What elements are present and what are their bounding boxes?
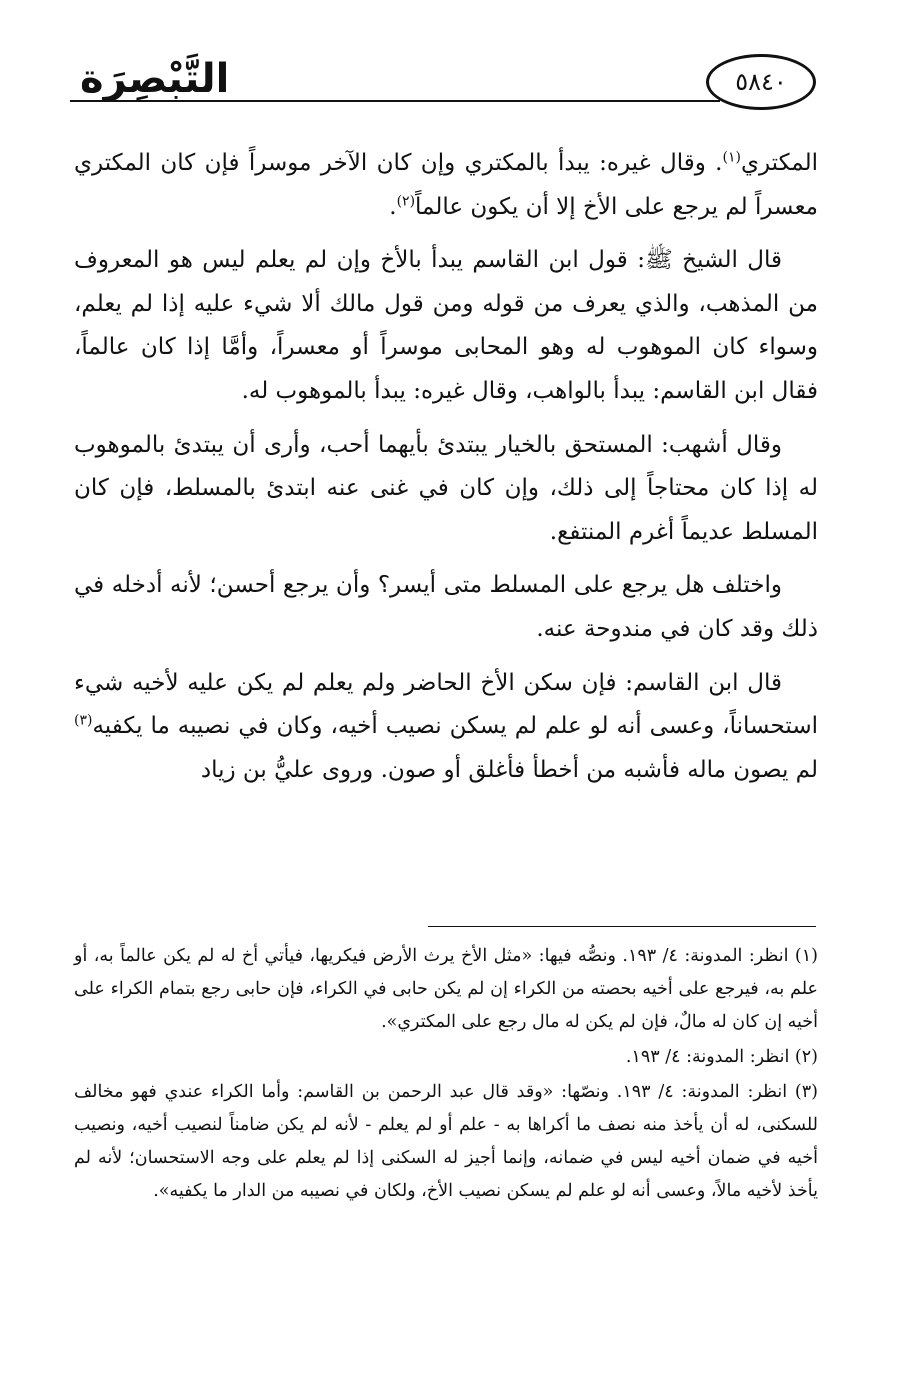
paragraph-3: وقال أشهب: المستحق بالخيار يبتدئ بأيهما أحب، وأرى أن يبتدئ بالموهوب له إذا كان محتاجاً إلى ذلك، وإن كان في غنى عنه ابتدئ بالمسلط، فإن كان المسلط عديماً أغرم المنتفع.: [74, 431, 818, 545]
page-number-badge: [706, 54, 816, 110]
header-rule: [70, 100, 720, 102]
footnote-1: (١) انظر: المدونة: ٤/ ١٩٣. ونصُّه فيها: «مثل الأخ يرث الأرض فيكريها، فيأتي أخ له لم يكن عالماً به، أو علم به، فيرجع على أخيه بحصته من الكراء إن لم يكن حابى في الكراء، فإن حابى رجع بتمام الكراء على أخيه إن كان له مالٌ، فإن لم يكن له مال رجع على المكتري».: [74, 946, 818, 1032]
paragraph-1: المكتري$^{(١)}$. وقال غيره: يبدأ بالمكتري وإن كان الآخر موسراً فإن كان المكتري معسراً لم يرجع على الأخ إلا أن يكون عالماً$^{(٢)}$.: [74, 149, 818, 220]
main-text: [74, 142, 818, 802]
paragraph-2: قال الشيخ ﷺ: قول ابن القاسم يبدأ بالأخ وإن لم يعلم ليس هو المعروف من المذهب، والذي يعرف من قوله ومن قول مالك ألا شيء عليه إذا لم يعلم، وسواء كان الموهوب له وهو المحابى موسراً أو معسراً، وأمَّا إذا كان عالماً، فقال ابن القاسم: يبدأ بالواهب، وقال غيره: يبدأ بالموهوب له.: [74, 247, 818, 404]
page-number: ٥٨٤٠: [735, 68, 787, 96]
footnote-ref-2: (٢): [396, 192, 416, 209]
footnote-3: (٣) انظر: المدونة: ٤/ ١٩٣. ونصّها: «وقد قال عبد الرحمن بن القاسم: وأما الكراء عندي فهو مخالف للسكنى، له أن يأخذ منه نصف ما أكراها به - علم أو لم يعلم - لأنه لم يكن ضامناً لنصيب أخيه، ونصيب أخيه في ضمان أخيه ليس في ضمانه، وإنما أجيز له السكنى إذا لم يعلم على وجه الاستحسان؛ لأنه لم يأخذ لأخيه مالاً، وعسى أنه لو علم لم يسكن نصيب الأخ، ولكان في نصيبه من الدار ما يكفيه».: [74, 1082, 818, 1201]
footnote-2: (٢) انظر: المدونة: ٤/ ١٩٣.: [625, 1047, 818, 1067]
footnote-ref-1: (١): [722, 149, 741, 166]
book-title: التَّبْصِرَة: [80, 56, 230, 102]
paragraph-5: قال ابن القاسم: فإن سكن الأخ الحاضر ولم يعلم لم يكن عليه لأخيه شيء استحساناً، وعسى أنه لو علم لم يسكن نصيب أخيه، وكان في نصيبه ما يكفيه$^{(٣)}$ لم يصون ماله فأشبه من أخطأ فأغلق أو صون. وروى عليُّ بن زياد: [74, 669, 818, 783]
footnote-divider: [428, 926, 816, 927]
paragraph-4: واختلف هل يرجع على المسلط متى أيسر؟ وأن يرجع أحسن؛ لأنه أدخله في ذلك وقد كان في مندوحة عنه.: [74, 572, 818, 642]
footnote-ref-3: (٣): [74, 712, 93, 729]
page-header: [70, 48, 816, 118]
footnotes: [74, 940, 818, 1210]
